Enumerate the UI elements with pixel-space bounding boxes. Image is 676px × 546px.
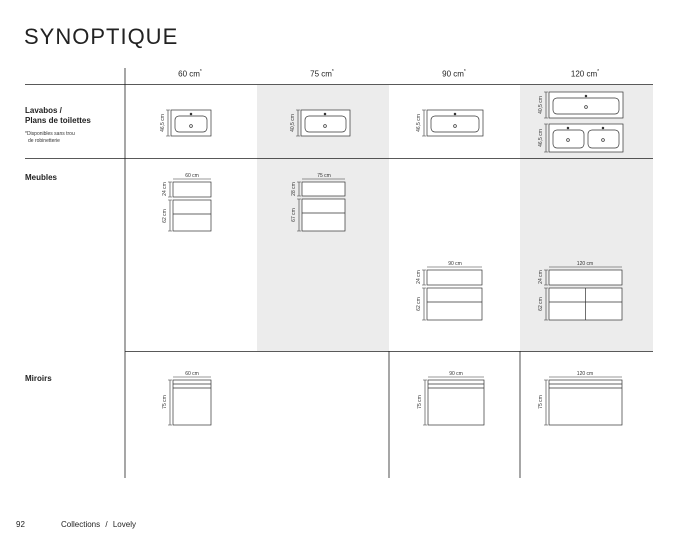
column-header-90: 90 cm* bbox=[442, 69, 466, 79]
dim-mirror-120-w: 120 cm bbox=[576, 371, 594, 377]
dim-cab-75-w: 75 cm bbox=[317, 173, 331, 179]
row-label-meubles: Meubles bbox=[25, 173, 58, 182]
dim-mirror-90-w: 90 cm bbox=[449, 371, 463, 377]
dim-basin-75: 40,5 cm bbox=[290, 114, 296, 132]
column-header-60: 60 cm* bbox=[178, 69, 202, 79]
mirror-90 bbox=[428, 380, 484, 425]
dim-mirror-90-h: 75 cm bbox=[417, 395, 423, 409]
row-note-lavabos: *Disponibles sans trou de robinetterie bbox=[25, 131, 75, 144]
cabinet-120 bbox=[549, 270, 622, 320]
mirror-60 bbox=[173, 380, 211, 425]
dim-cab-90-w: 90 cm bbox=[448, 261, 462, 267]
dim-basin-90: 46,5 cm bbox=[416, 114, 422, 132]
footer-collection: Collections / Lovely bbox=[61, 520, 136, 529]
column-header-75: 75 cm* bbox=[310, 69, 334, 79]
cabinet-60 bbox=[173, 182, 211, 231]
dim-cab-90-h1: 24 cm bbox=[416, 270, 422, 284]
basin-75 bbox=[301, 110, 350, 136]
dim-cab-60-w: 60 cm bbox=[185, 173, 199, 179]
row-label-miroirs: Miroirs bbox=[25, 374, 52, 383]
column-header-120: 120 cm* bbox=[570, 69, 600, 79]
dim-cab-75-h1: 28 cm bbox=[291, 182, 297, 196]
dim-cab-120-w: 120 cm bbox=[576, 261, 594, 267]
basin-90 bbox=[427, 110, 483, 136]
mirror-120 bbox=[549, 380, 622, 425]
basin-120-single bbox=[549, 92, 623, 118]
dim-mirror-120-h: 75 cm bbox=[538, 395, 544, 409]
cabinet-75 bbox=[302, 182, 345, 231]
dim-basin-60: 46,5 cm bbox=[160, 114, 166, 132]
dim-cab-120-h2: 62 cm bbox=[538, 297, 544, 311]
cabinet-90 bbox=[427, 270, 482, 320]
shade-meubles-120 bbox=[520, 159, 653, 351]
dim-mirror-60-w: 60 cm bbox=[185, 371, 199, 377]
dim-cab-90-h2: 62 cm bbox=[416, 297, 422, 311]
dim-mirror-60-h: 75 cm bbox=[162, 395, 168, 409]
dim-cab-120-h1: 24 cm bbox=[538, 270, 544, 284]
dim-basin-120-double: 46,5 cm bbox=[538, 129, 544, 147]
page-number: 92 bbox=[16, 520, 25, 529]
page-title: SYNOPTIQUE bbox=[24, 24, 179, 49]
basin-60 bbox=[171, 110, 211, 136]
dim-cab-60-h2: 62 cm bbox=[162, 209, 168, 223]
dim-basin-120-single: 40,5 cm bbox=[538, 96, 544, 114]
dim-cab-60-h1: 24 cm bbox=[162, 182, 168, 196]
basin-120-double bbox=[549, 124, 623, 152]
row-label-lavabos: Lavabos / Plans de toilettes bbox=[25, 106, 91, 125]
dim-cab-75-h2: 67 cm bbox=[291, 208, 297, 222]
